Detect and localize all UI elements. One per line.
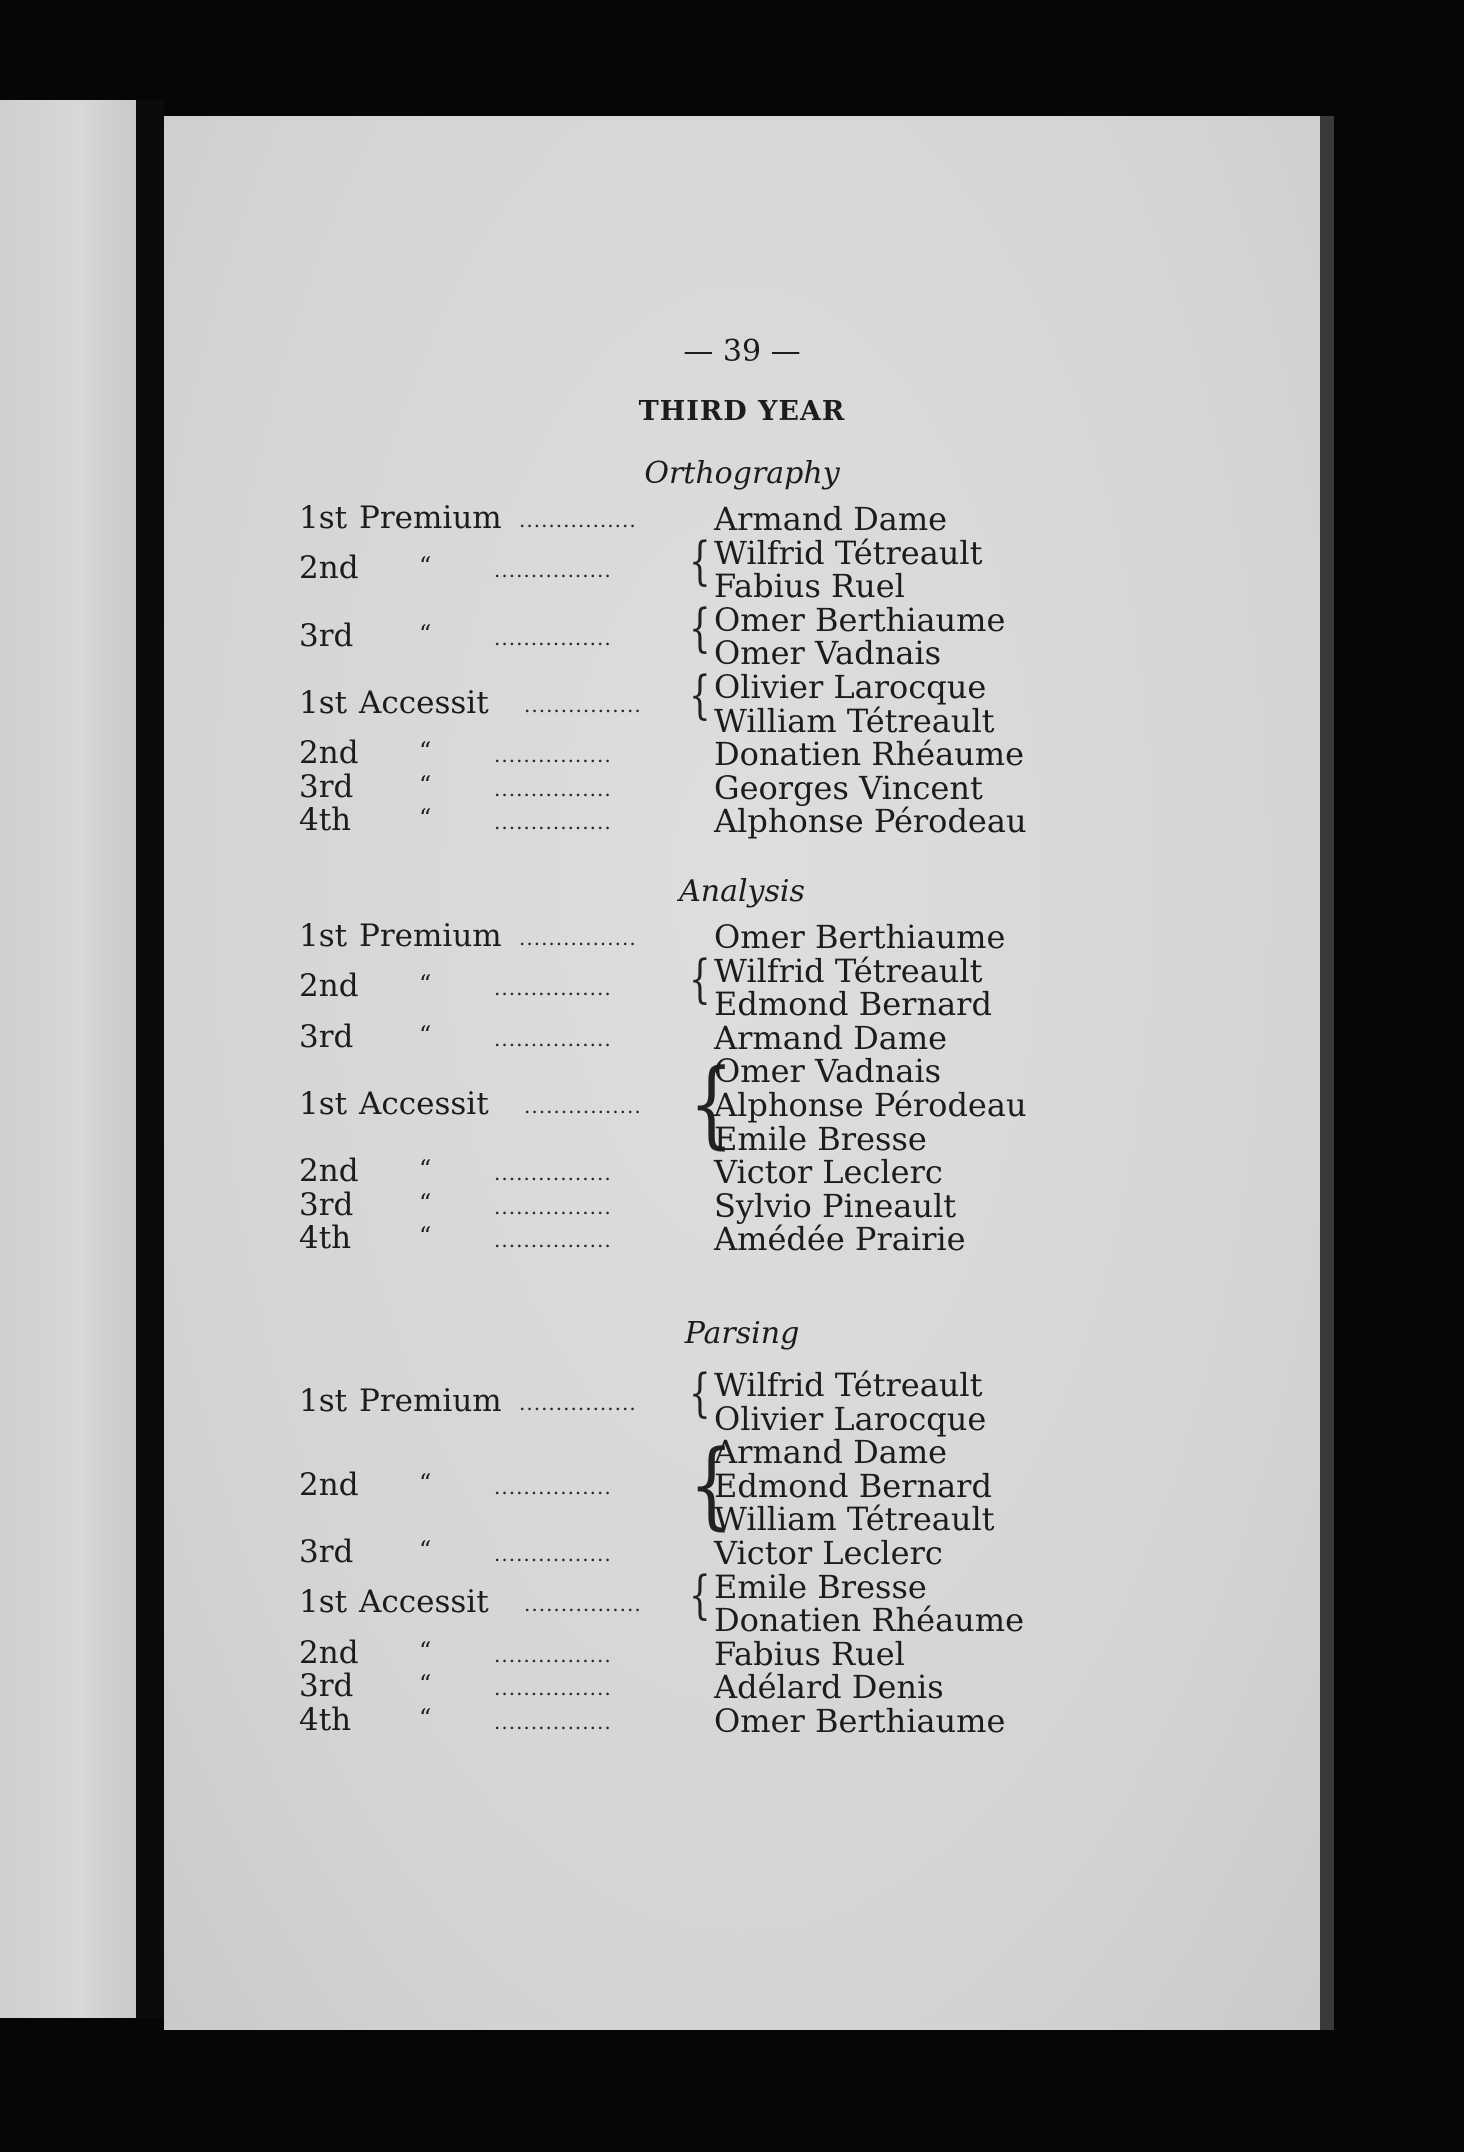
award-rank: 3rd	[299, 617, 354, 654]
recipient-name: Adélard Denis	[714, 1668, 944, 1707]
award-rank: 2nd	[299, 1466, 359, 1503]
recipient-name: Armand Dame	[714, 500, 948, 538]
ditto-mark: “	[419, 970, 432, 999]
dot-leader: ................	[494, 976, 612, 1001]
recipient-name: Omer Berthiaume	[714, 1702, 1006, 1740]
recipient-name: Edmond Bernard	[714, 985, 992, 1024]
recipient-name: Donatien Rhéaume	[714, 1601, 1025, 1640]
award-rank: 2nd	[299, 550, 359, 587]
recipient-name: Omer Berthiaume	[714, 600, 1006, 639]
dot-leader: ................	[519, 1390, 637, 1415]
dot-leader: ................	[494, 558, 612, 583]
award-type: Accessit	[359, 684, 489, 721]
ditto-mark: “	[419, 737, 432, 766]
page-edge-shadow	[1320, 116, 1334, 2030]
brace: {	[689, 1048, 734, 1160]
document-page	[164, 116, 1320, 2030]
dot-leader: ................	[494, 1194, 612, 1219]
recipient-name: Fabius Ruel	[714, 567, 905, 606]
brace: {	[689, 666, 711, 726]
dot-leader: ................	[494, 810, 612, 835]
dot-leader: ................	[519, 508, 637, 532]
award-rank: 3rd	[299, 1668, 354, 1705]
award-rank: 4th	[299, 802, 352, 839]
award-rank: 3rd	[299, 1534, 354, 1570]
award-rank: 1st	[299, 1086, 348, 1122]
dot-leader: ................	[494, 1161, 612, 1186]
book-gutter	[136, 100, 164, 2018]
ditto-mark: “	[419, 770, 432, 799]
recipient-name: William Tétreault	[714, 701, 995, 740]
brace: {	[689, 1565, 711, 1626]
dot-leader: ................	[524, 692, 642, 717]
award-type: Accessit	[359, 1086, 489, 1122]
recipient-name: Donatien Rhéaume	[714, 735, 1025, 774]
recipient-name: Olivier Larocque	[714, 1399, 987, 1438]
award-rank: 2nd	[299, 1153, 359, 1190]
facing-page-edge	[0, 100, 136, 2018]
recipient-name: Olivier Larocque	[714, 668, 987, 706]
dot-leader: ................	[494, 743, 612, 768]
dot-leader: ................	[494, 1542, 612, 1566]
award-rank: 1st	[299, 1584, 348, 1621]
dot-leader: ................	[494, 1710, 612, 1734]
ditto-mark: “	[419, 552, 432, 581]
dot-leader: ................	[494, 1026, 612, 1051]
recipient-name: Fabius Ruel	[714, 1634, 905, 1673]
ditto-mark: “	[419, 1670, 432, 1699]
ditto-mark: “	[419, 804, 432, 833]
ditto-mark: “	[419, 1536, 432, 1564]
recipient-name: Armand Dame	[714, 1433, 948, 1472]
dot-leader: ................	[494, 1676, 612, 1701]
award-rank: 4th	[299, 1702, 352, 1738]
recipient-name: Victor Leclerc	[714, 1534, 943, 1572]
page-number: — 39 —	[683, 334, 801, 369]
award-rank: 2nd	[299, 735, 359, 772]
page-title: THIRD YEAR	[638, 396, 846, 427]
ditto-mark: “	[419, 1188, 432, 1217]
recipient-name: Wilfrid Tétreault	[714, 1366, 983, 1404]
award-rank: 3rd	[299, 1018, 354, 1055]
dot-leader: ................	[524, 1094, 642, 1118]
recipient-name: Wilfrid Tétreault	[714, 533, 983, 572]
recipient-name: Armand Dame	[714, 1018, 948, 1057]
ditto-mark: “	[419, 1636, 432, 1665]
section-heading-parsing: Parsing	[684, 1316, 800, 1351]
recipient-name: Amédée Prairie	[714, 1220, 966, 1259]
recipient-name: Emile Bresse	[714, 1567, 927, 1606]
recipient-name: Alphonse Pérodeau	[714, 1086, 1027, 1124]
recipient-name: Omer Vadnais	[714, 634, 942, 673]
ditto-mark: “	[419, 1704, 432, 1732]
section-heading-orthography: Orthography	[644, 456, 840, 491]
award-rank: 1st	[299, 918, 348, 954]
ditto-mark: “	[419, 1468, 432, 1497]
recipient-name: Omer Vadnais	[714, 1052, 942, 1091]
recipient-name: Sylvio Pineault	[714, 1186, 957, 1225]
brace: {	[689, 598, 711, 659]
section-heading-analysis: Analysis	[679, 874, 805, 909]
recipient-name: Omer Berthiaume	[714, 918, 1006, 956]
award-rank: 1st	[299, 684, 348, 721]
brace: {	[689, 949, 711, 1010]
award-rank: 1st	[299, 1382, 348, 1419]
recipient-name: Edmond Bernard	[714, 1466, 992, 1505]
recipient-name: William Tétreault	[714, 1500, 995, 1539]
dot-leader: ................	[494, 776, 612, 801]
award-rank: 3rd	[299, 1186, 354, 1223]
dot-leader: ................	[494, 625, 612, 650]
brace: {	[689, 531, 711, 592]
dot-leader: ................	[524, 1592, 642, 1617]
award-type: Premium	[359, 1382, 502, 1419]
award-rank: 3rd	[299, 768, 354, 805]
brace: {	[689, 1429, 734, 1540]
ditto-mark: “	[419, 1020, 432, 1049]
dot-leader: ................	[519, 926, 637, 950]
award-rank: 1st	[299, 500, 348, 536]
award-rank: 2nd	[299, 968, 359, 1005]
award-type: Accessit	[359, 1584, 489, 1621]
ditto-mark: “	[419, 1222, 432, 1251]
ditto-mark: “	[419, 1155, 432, 1184]
recipient-name: Victor Leclerc	[714, 1153, 943, 1192]
dot-leader: ................	[494, 1642, 612, 1667]
award-rank: 2nd	[299, 1634, 359, 1671]
award-type: Premium	[359, 500, 502, 536]
ditto-mark: “	[419, 619, 432, 648]
recipient-name: Alphonse Pérodeau	[714, 802, 1027, 841]
recipient-name: Georges Vincent	[714, 768, 983, 807]
recipient-name: Emile Bresse	[714, 1119, 927, 1158]
dot-leader: ................	[494, 1228, 612, 1253]
brace: {	[689, 1364, 711, 1424]
recipient-name: Wilfrid Tétreault	[714, 951, 983, 990]
dot-leader: ................	[494, 1474, 612, 1499]
award-rank: 4th	[299, 1220, 352, 1257]
award-type: Premium	[359, 918, 502, 954]
